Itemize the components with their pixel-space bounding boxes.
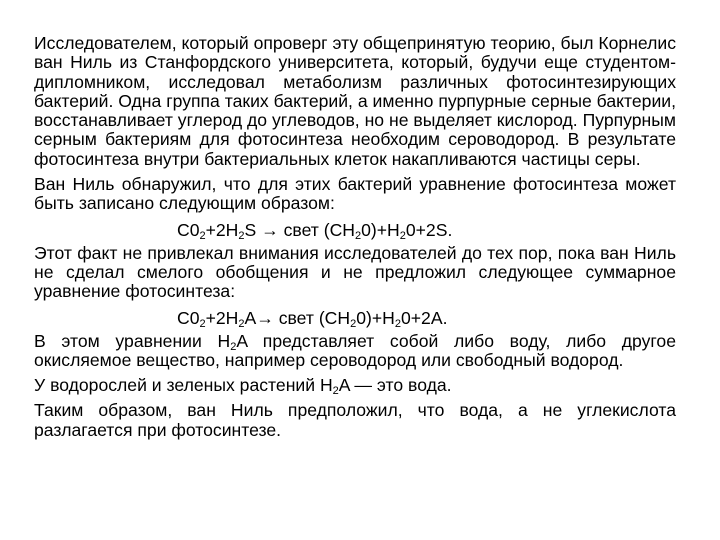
eq2-part: 0)+H xyxy=(356,307,395,328)
p4-subscript: 2 xyxy=(230,340,237,353)
p5-subscript: 2 xyxy=(332,385,339,398)
paragraph-algae-water xyxy=(34,375,676,398)
equation-general xyxy=(34,308,676,328)
eq2-subscript: 2 xyxy=(350,317,357,330)
eq2-part: 0+2A. xyxy=(400,307,448,328)
eq1-subscript: 2 xyxy=(399,229,406,242)
equation-sulfur-bacteria xyxy=(34,220,676,240)
p4-text: A представляет собой либо воду, либо другое окисляемое вещество, например сероводород или свободный водород. xyxy=(34,330,676,370)
eq2-part: +2H xyxy=(205,307,239,328)
eq1-subscript: 2 xyxy=(354,229,362,242)
eq1-part: S → свет (CH xyxy=(244,219,355,240)
p5-text: A — это вода. xyxy=(338,375,452,396)
eq1-subscript: 2 xyxy=(199,229,206,242)
paragraph-van-niel-discovery: Ван Ниль обнаружил, что для этих бактерий уравнение фотосинтеза может быть записано следующим образом: xyxy=(34,174,676,214)
eq1-part: C0 xyxy=(177,219,200,240)
eq2-part: A→ свет (CH xyxy=(244,307,351,328)
paragraph-conclusion: Таким образом, ван Ниль предположил, что вода, а не углекислота разлагается при фотосинтезе. xyxy=(34,400,676,440)
slide-body xyxy=(34,34,676,440)
eq2-subscript: 2 xyxy=(394,317,401,330)
p4-text: В этом уравнении H xyxy=(34,330,231,351)
paragraph-h2a-explanation xyxy=(34,332,676,371)
paragraph-intro: Исследователем, который опроверг эту общепринятую теорию, был Корнелис ван Ниль из Станфордского университета, который, будучи еще студентом-дипломником, исследовал метаболизм различных фотосинтезирующих бактерий. Одна группа таких бактерий, а именно пурпурные серные бактерии, восстанавливает углерод до углеводов, но не выделяет кислород. Пурпурным серным бактериям для фотосинтеза необходим сероводород. В результате фотосинтеза внутри бактериальных клеток накапливаются частицы серы. xyxy=(34,33,676,169)
eq2-subscript: 2 xyxy=(199,317,206,330)
eq1-part: +2H xyxy=(205,219,239,240)
eq2-subscript: 2 xyxy=(238,317,245,330)
eq1-part: 0+2S. xyxy=(405,219,453,240)
eq1-part: 0)+H xyxy=(361,219,400,240)
eq1-subscript: 2 xyxy=(238,229,245,242)
paragraph-generalization: Этот факт не привлекал внимания исследователей до тех пор, пока ван Ниль не сделал смелого обобщения и не предложил следующее суммарное уравнение фотосинтеза: xyxy=(34,242,676,302)
p5-text: У водорослей и зеленых растений H xyxy=(34,375,333,396)
eq2-part: C0 xyxy=(177,307,200,328)
